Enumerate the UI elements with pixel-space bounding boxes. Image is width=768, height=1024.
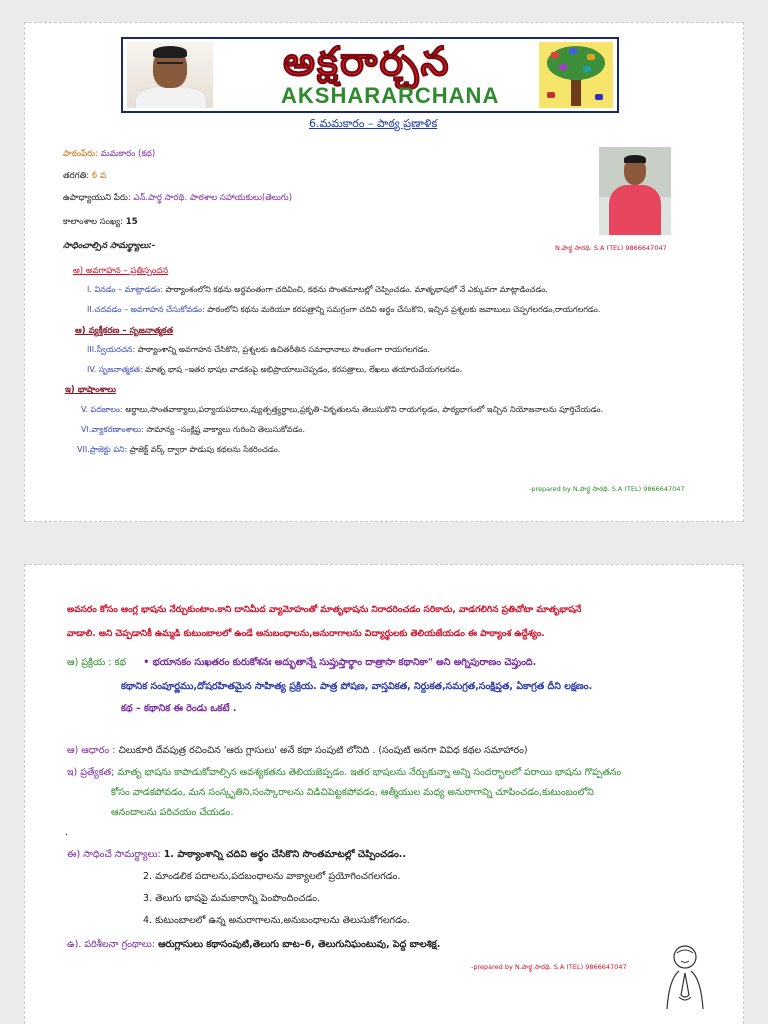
genre-line-2: కథానిక సంపూర్ణము,దోషరహితమైన సాహిత్య ప్రక్రియ. పాత్ర పోషణ, వాస్తవికత, నిర్దుకత,సమగ్రత,సంక్షిప్తత, ఏకాగ్రత దీని లక్షణం. — [121, 681, 593, 692]
lesson-name-label: పాఠంపేరు: — [63, 149, 99, 159]
class-label: తరగతి: — [63, 171, 90, 181]
item-label: I. వినడం – మాట్లాడడం: — [87, 285, 163, 294]
item-text: పాఠ్యాంశాన్ని అవగాహన చేసికొని, ప్రశ్నలకు ఉచితరీతిన సమాధానాలు సొంతంగా రాయగలగడం. — [137, 345, 430, 354]
references-label: ఉ). పరిశీలనా గ్రంథాలు: — [67, 939, 156, 950]
special-line-3: ఆనందాలను పరిచయం చేయడం. — [111, 807, 234, 818]
item-label: II.చదవడం – అవగాహన చేసుకోవడం: — [87, 305, 205, 314]
source-row — [67, 745, 528, 756]
lesson-name-value: మమకారం (కథ) — [100, 149, 156, 159]
banner-title-telugu: అక్షరార్చన — [283, 39, 451, 85]
section-heading-aa: ఆ) వ్యక్తీకరణ – సృజనాత్మకత — [75, 326, 174, 336]
item-text: అర్థాలు,సొంతవాక్యాలు,పర్యాయపదాలు,వ్యుత్పత్త్యర్థాలు,ప్రకృతి–వికృతులను తెలుసుకొని రాయగల్గడం, పాఠ్యభాగంలో ఇచ్చిన నియోజనాలను పూర్తిచేయడం. — [125, 405, 604, 414]
header-banner — [121, 37, 619, 113]
references-row — [67, 939, 440, 950]
genre-text: • భయానకం సుఖతరం కురుకోశనః అద్భుతాన్నే సుప్తుప్తార్థాం దాత్రాసా కథానికా" అని అగ్నిపురాణం చెప్తుంది. — [143, 657, 537, 668]
item-label: VII.ప్రాజెక్టు పని: — [77, 445, 128, 454]
section-heading-i: ఇ) భాషాంశాలు — [65, 385, 116, 395]
genre-row — [67, 657, 536, 668]
item-text: మాతృ భాష –ఇతర భాషల వాడకంపై అభిప్రాయాలుచెప్పడం, కరపత్రాలు, లేఖలు తయారుచేయగలగడం. — [145, 365, 463, 374]
genre-line-3: కథ – కథానిక ఈ రెండు ఒకటే . — [121, 703, 237, 714]
competency-item — [81, 405, 603, 416]
teacher-value: ఎన్.పార్థ సారథి. పాఠశాల సహాయకులు(తెలుగు) — [133, 193, 293, 203]
references-text: ఆరుగ్లాసులు కథాసంపుటి,తెలుగు బాట–6, తెలుగునిఘంటువు, పెద్ద బాలశిక్ష. — [158, 939, 441, 950]
competency-item — [87, 285, 548, 296]
intro-line-2: వాడాలి. అని చెప్పడానికీ ఉమ్మడి కుటుంబాలలో ఉండే అనుబంధాలను,అనురాగాలను విద్యార్థులకు తెలియజేయడం ఈ పాఠ్యాంశ ఉద్దేశ్యం. — [67, 629, 545, 639]
teacher-photo — [599, 147, 671, 235]
special-text: మాతృ భాషను కాపాడుకోవాల్సిన ఆవశ్యకతను తెలియజెప్పడం. ఇతర భాషలను నేర్చుకున్నా అన్ని సందర్భాలలో పరాయి భాషను గొప్పతనం — [117, 767, 622, 778]
genre-label: ఆ) ప్రక్రియ : కథ — [67, 657, 127, 668]
class-value: 6 వ — [91, 171, 106, 181]
periods-row — [63, 217, 138, 227]
special-label: ఇ) ప్రత్యేకత; — [67, 767, 115, 778]
prepared-by: -prepared by N.పార్థ సారథి. S.A (TEL) 9866647047 — [529, 485, 685, 493]
page-1 — [24, 22, 744, 522]
item-text: పాఠ్యాంశంలోని కథను అర్థవంతంగా చదివించి, కథను సొంతమాటల్లో చెప్పించడం. మాతృభాషలో నే ఎక్కువగా మాట్లాడించడం. — [165, 285, 548, 294]
competency-item — [87, 365, 462, 376]
competencies-row — [67, 849, 406, 860]
teacher-row — [63, 193, 292, 203]
periods-value: 15 — [125, 217, 138, 227]
competencies-heading: సాధించాల్సిన సామర్థ్యాలు:- — [63, 241, 156, 251]
competency-item — [81, 425, 305, 436]
praying-hands-icon — [655, 943, 715, 1013]
competency-item — [77, 445, 280, 456]
author-tag: N.పార్థ సారథి. S.A (TEL) 9866647047 — [555, 244, 667, 252]
lesson-name-row — [63, 149, 155, 159]
item-text: ప్రాజెక్ట్ వర్క్ ద్వారా పొడుపు కథలను సేకరించడం. — [129, 445, 281, 454]
competency-4: 4. కుటుంబాలలో ఉన్న అనురాగాలను,అనుబంధాలను తెలుసుకోగలగడం. — [143, 915, 410, 926]
page-2 — [24, 564, 744, 1024]
author-portrait — [127, 42, 213, 108]
section-heading-a: అ) అవగాహన – ప్రతిస్పందన — [73, 266, 169, 276]
teacher-label: ఉపాధ్యాయుని పేరు: — [63, 193, 131, 203]
item-label: III.స్వీయరచన: — [87, 345, 136, 354]
competencies-label: ఈ) సాధించే సామర్థ్యాలు: — [67, 849, 161, 860]
competency-1: 1. పాఠ్యాంశాన్ని చదివి అర్థం చేసికొని సొంతమాటల్లో చెప్పించడం.. — [163, 849, 407, 860]
special-line-2: కోసం వాడకపోవడం, మన సంస్కృతిని,సంస్కారాలను విడిచిపెట్టకపోవడం, ఆత్మీయుల మధ్య అనురాగాన్ని చూపించడం,కుటుంబంలోని — [111, 787, 594, 798]
lesson-title: 6.మమకారం – పాఠ్య ప్రణాళిక — [309, 117, 438, 130]
class-row — [63, 171, 106, 181]
competency-item — [87, 305, 600, 316]
item-text: పాఠంలోని కథను మరియూ కరపత్రాన్ని సమగ్రంగా చదివి అర్థం చేసుకొని, ఇచ్చిన ప్రశ్నలకు జవాబులు చెప్పగలగడం,రాయగలగడం. — [207, 305, 601, 314]
source-text: చిలుకూరి దేవపుత్ర రచించిన 'ఆరు గ్లాసులు' అనే కథా సంపుటి లోనిది . (సంపుటి అనగా వివిధ కథల సమాహారం) — [118, 745, 528, 756]
periods-label: కాలాంశాల సంఖ్య: — [63, 217, 124, 227]
prepared-by-2: -prepared by N.పార్థ సారథి. S.A (TEL) 9866647047 — [471, 963, 627, 971]
competency-3: 3. తెలుగు భాషపై మమకారాన్ని పెంపొందించడం. — [143, 893, 321, 904]
separator-dot: . — [65, 827, 69, 838]
tree-logo — [539, 42, 613, 108]
item-label: IV. సృజనాత్మకత: — [87, 365, 143, 374]
item-text: సామాన్య –సంక్లిష్ట వాక్యాలు గురించి తెలుసుకోవడం. — [146, 425, 306, 434]
banner-title-english: AKSHARARCHANA — [281, 83, 500, 108]
item-label: VI.వ్యాకరణాంశాలు: — [81, 425, 144, 434]
item-label: V. పదజాలం: — [81, 405, 123, 414]
source-label: ఆ) ఆధారం : — [67, 745, 116, 756]
intro-line-1: అవసరం కోసం ఆంగ్ల భాషను నేర్చుకుంటాం.కాని దానిమీద వ్యామోహంతో మాతృభాషను నిరాదరించడం సరికాదు, వాడగలిగిన ప్రతిచోటా మాతృభాషనే — [67, 605, 582, 615]
special-row — [67, 767, 621, 778]
competency-2: 2. మాండలిక పదాలను,పదబంధాలను వాక్యాలలో ప్రయోగించగలగడం. — [143, 871, 401, 882]
competency-item — [87, 345, 430, 356]
